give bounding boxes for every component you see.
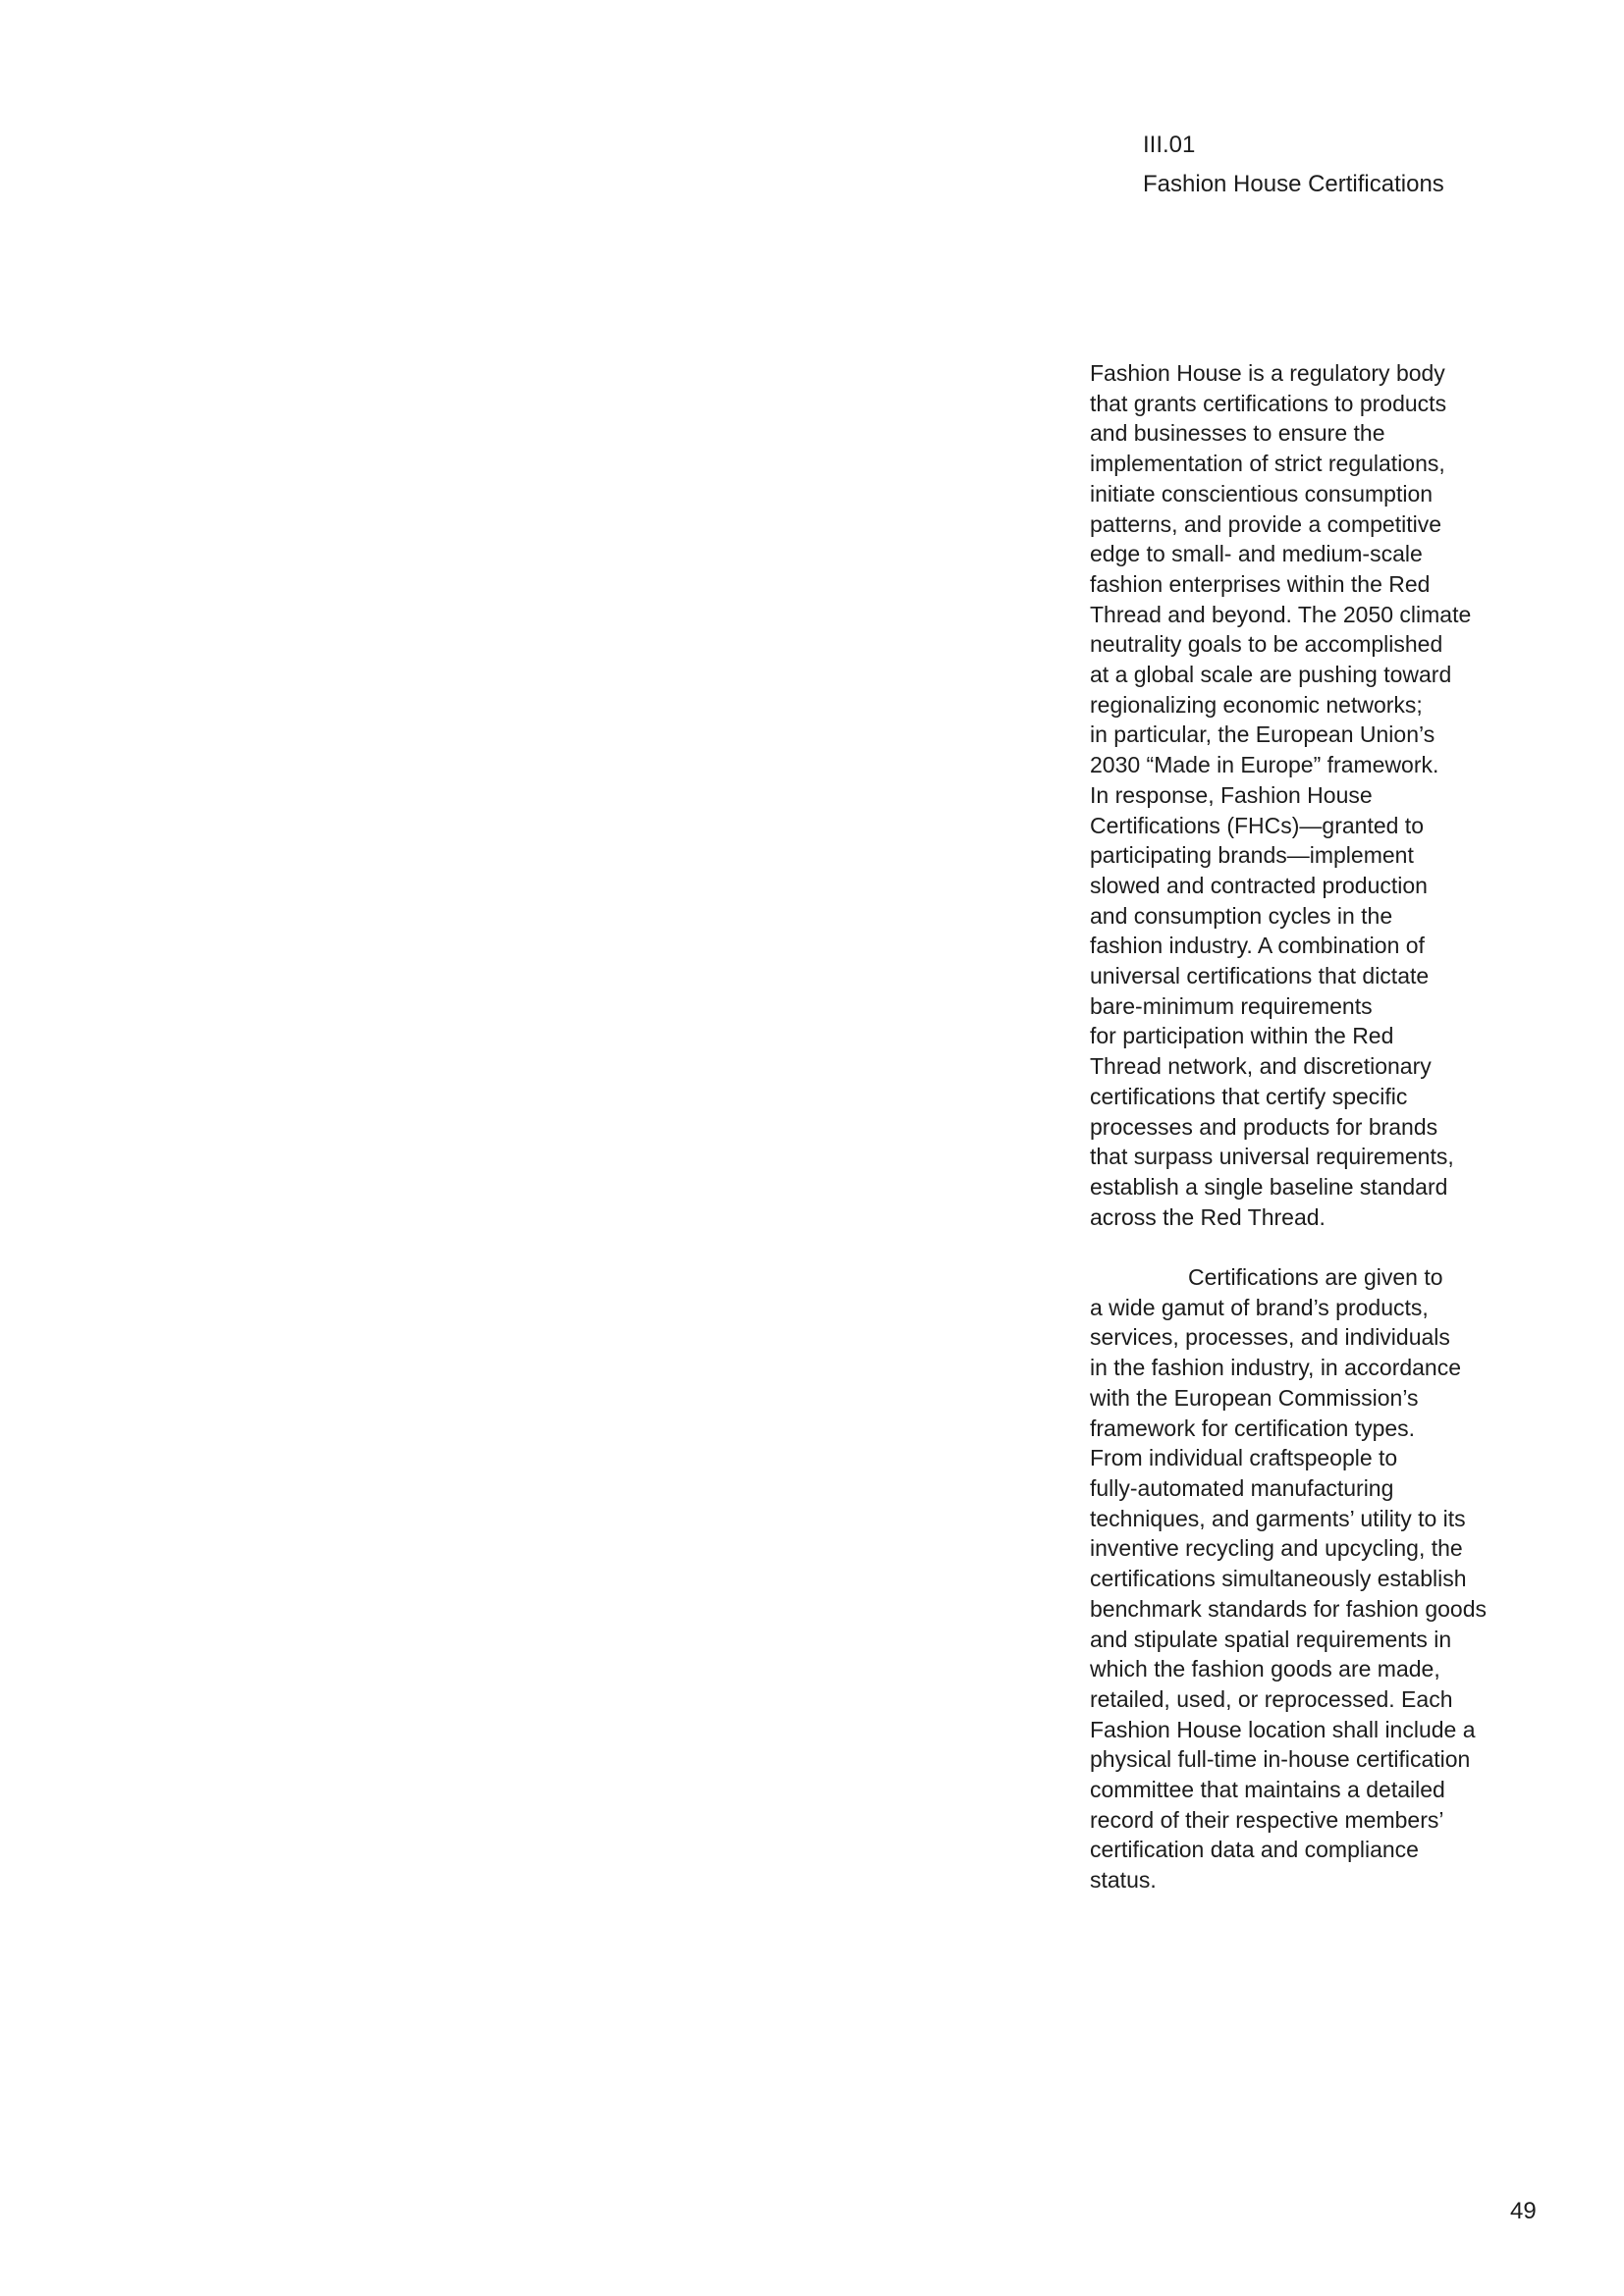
text-line: In response, Fashion House	[1090, 781, 1373, 808]
section-title: Fashion House Certifications	[1143, 171, 1444, 197]
text-line: certifications simultaneously establish	[1090, 1566, 1467, 1592]
text-line: in particular, the European Union’s	[1090, 721, 1435, 748]
text-line: certification data and compliance	[1090, 1837, 1419, 1863]
text-line: with the European Commission’s	[1090, 1384, 1419, 1411]
text-line: processes and products for brands	[1090, 1113, 1438, 1140]
text-line: certifications that certify specific	[1090, 1083, 1408, 1109]
paragraph-1	[1090, 358, 1561, 1232]
text-line: services, processes, and individuals	[1090, 1324, 1450, 1351]
text-line: committee that maintains a detailed	[1090, 1777, 1445, 1803]
text-line: inventive recycling and upcycling, the	[1090, 1535, 1463, 1562]
text-line: Certifications (FHCs)—granted to	[1090, 812, 1424, 838]
text-line: fashion enterprises within the Red	[1090, 570, 1431, 597]
section-number: III.01	[1143, 132, 1196, 158]
text-line: Fashion House is a regulatory body	[1090, 360, 1445, 386]
text-line: implementation of strict regulations,	[1090, 451, 1445, 477]
text-line: for participation within the Red	[1090, 1023, 1394, 1049]
text-line: physical full-time in-house certification	[1090, 1746, 1471, 1773]
text-line: From individual craftspeople to	[1090, 1445, 1398, 1471]
text-line: fully-automated manufacturing	[1090, 1475, 1394, 1501]
text-line: bare-minimum requirements	[1090, 992, 1373, 1019]
text-line: Thread network, and discretionary	[1090, 1053, 1432, 1080]
text-line: in the fashion industry, in accordance	[1090, 1355, 1462, 1381]
text-line: neutrality goals to be accomplished	[1090, 631, 1443, 658]
text-line: participating brands—implement	[1090, 842, 1414, 869]
text-line: Thread and beyond. The 2050 climate	[1090, 601, 1472, 627]
text-line: and businesses to ensure the	[1090, 420, 1385, 447]
text-line: that grants certifications to products	[1090, 390, 1447, 416]
text-line: retailed, used, or reprocessed. Each	[1090, 1685, 1453, 1712]
text-line: a wide gamut of brand’s products,	[1090, 1294, 1429, 1320]
text-line: fashion industry. A combination of	[1090, 933, 1425, 959]
text-line: 2030 “Made in Europe” framework.	[1090, 752, 1439, 778]
text-line: status.	[1090, 1867, 1157, 1894]
text-line: techniques, and garments’ utility to its	[1090, 1505, 1466, 1531]
text-line: patterns, and provide a competitive	[1090, 510, 1441, 537]
text-line: framework for certification types.	[1090, 1415, 1416, 1441]
text-line: edge to small- and medium-scale	[1090, 541, 1423, 567]
text-line: benchmark standards for fashion goods	[1090, 1595, 1488, 1622]
text-line: and consumption cycles in the	[1090, 902, 1393, 929]
body-text-column	[1090, 358, 1561, 1896]
text-line: at a global scale are pushing toward	[1090, 662, 1452, 688]
text-line: regionalizing economic networks;	[1090, 691, 1423, 718]
text-line: initiate conscientious consumption	[1090, 480, 1434, 507]
text-line: slowed and contracted production	[1090, 872, 1428, 898]
text-line: across the Red Thread.	[1090, 1203, 1326, 1230]
page-number: 49	[1510, 2198, 1537, 2224]
text-line: Fashion House location shall include a	[1090, 1716, 1476, 1742]
text-line: universal certifications that dictate	[1090, 963, 1430, 989]
text-line: record of their respective members’	[1090, 1806, 1444, 1833]
text-line: that surpass universal requirements,	[1090, 1144, 1454, 1170]
text-line: establish a single baseline standard	[1090, 1173, 1448, 1200]
text-line: Certifications are given to	[1188, 1264, 1443, 1291]
text-line: which the fashion goods are made,	[1090, 1656, 1440, 1682]
section-header	[1143, 126, 1444, 204]
paragraph-2	[1090, 1262, 1561, 1896]
text-line: and stipulate spatial requirements in	[1090, 1626, 1452, 1652]
